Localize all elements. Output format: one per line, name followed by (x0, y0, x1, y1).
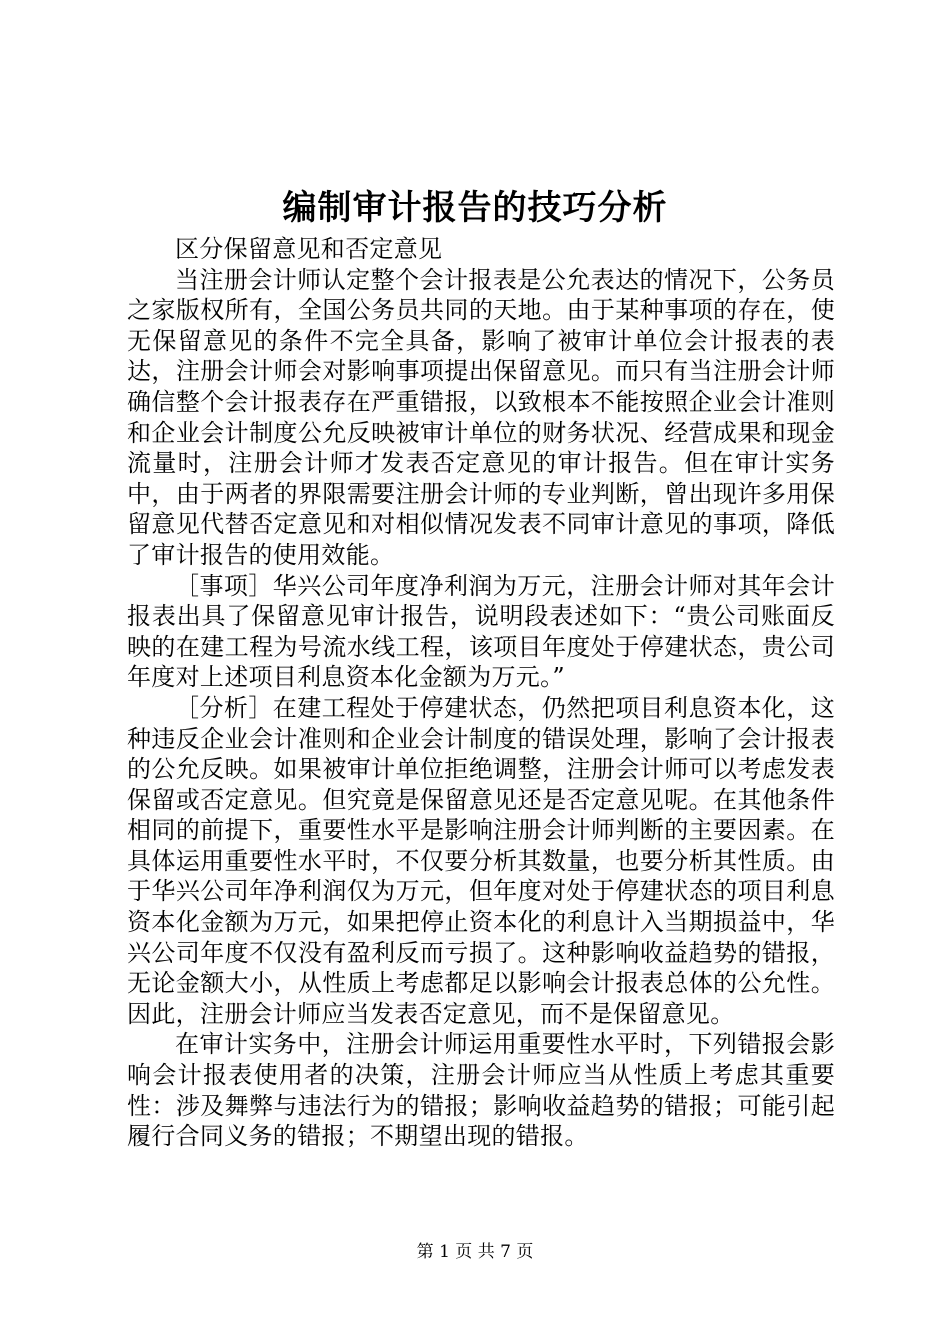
case-analysis-paragraph: ［分析］在建工程处于停建状态，仍然把项目利息资本化，这种违反企业会计准则和企业会计制度的错误处理，影响了会计报表的公允反映。如果被审计单位拒绝调整，注册会计师可以考虑发表保留或否定意见。但究竟是保留意见还是否定意见呢。在其他条件相同的前提下，重要性水平是影响注册会计师判断的主要因素。在具体运用重要性水平时，不仅要分析其数量，也要分析其性质。由于华兴公司年净利润仅为万元，但年度对处于停建状态的项目利息资本化金额为万元，如果把停止资本化的利息计入当期损益中，华兴公司年度不仅没有盈利反而亏损了。这种影响收益趋势的错报，无论金额大小，从性质上考虑都足以影响会计报表总体的公允性。因此，注册会计师应当发表否定意见，而不是保留意见。 (127, 693, 835, 1028)
document-title: 编制审计报告的技巧分析 (282, 188, 668, 228)
document-body (127, 234, 835, 1152)
section-heading: 区分保留意见和否定意见 (175, 235, 443, 263)
case-matter-paragraph: ［事项］华兴公司年度净利润为万元，注册会计师对其年会计报表出具了保留意见审计报告，说明段表述如下：“贵公司账面反映的在建工程为号流水线工程，该项目年度处于停建状态，贵公司年度对上述项目利息资本化金额为万元。” (127, 571, 835, 692)
body-paragraph: 在审计实务中，注册会计师运用重要性水平时，下列错报会影响会计报表使用者的决策，注册会计师应当从性质上考虑其重要性：涉及舞弊与违法行为的错报；影响收益趋势的错报；可能引起履行合同义务的错报；不期望出现的错报。 (127, 1030, 835, 1151)
body-paragraph: 当注册会计师认定整个会计报表是公允表达的情况下，公务员之家版权所有，全国公务员共同的天地。由于某种事项的存在，使无保留意见的条件不完全具备，影响了被审计单位会计报表的表达，注册会计师会对影响事项提出保留意见。而只有当注册会计师确信整个会计报表存在严重错报，以致根本不能按照企业会计准则和企业会计制度公允反映被审计单位的财务状况、经营成果和现金流量时，注册会计师才发表否定意见的审计报告。但在审计实务中，由于两者的界限需要注册会计师的专业判断，曾出现许多用保留意见代替否定意见和对相似情况发表不同审计意见的事项，降低了审计报告的使用效能。 (127, 265, 835, 569)
page-number-footer: 第 1 页 共 7 页 (416, 1242, 534, 1262)
